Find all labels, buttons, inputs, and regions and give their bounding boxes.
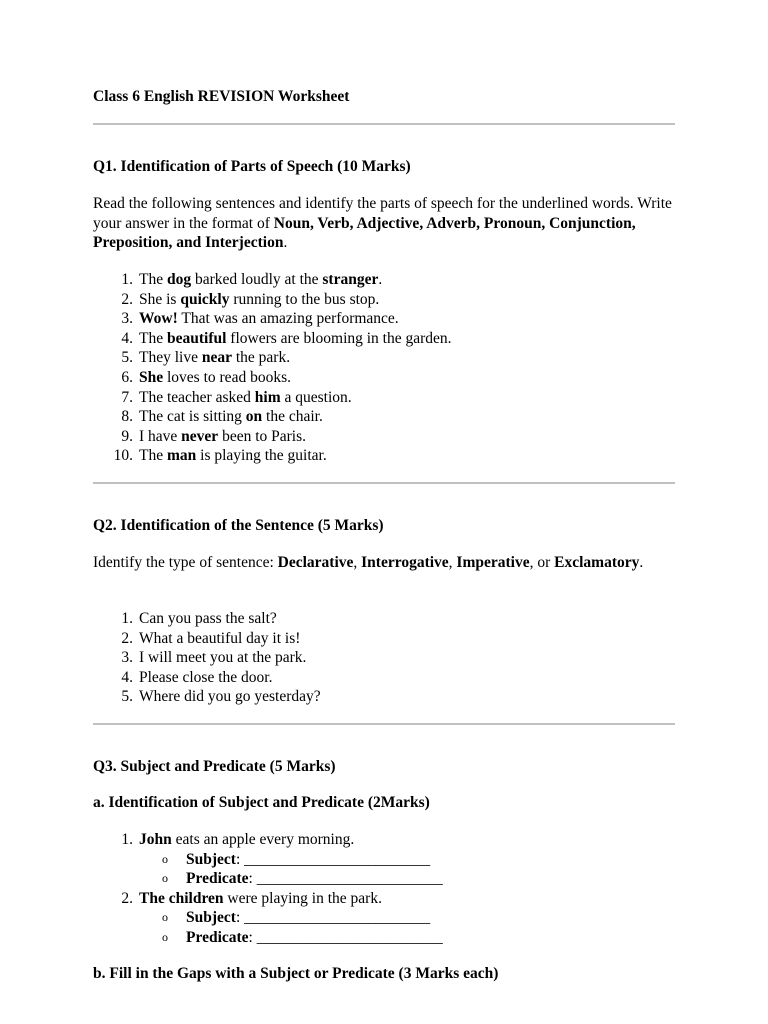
q1-instruction-end: . (283, 234, 288, 251)
item-bold: John (139, 831, 172, 848)
list-item (93, 446, 675, 466)
q1-instruction (93, 194, 675, 253)
item-number: 4. (121, 668, 133, 686)
list-item (93, 889, 675, 909)
item-text: The (139, 329, 167, 347)
worksheet-title: Class 6 English REVISION Worksheet (93, 88, 350, 105)
item-text: a question. (280, 388, 352, 406)
item-number: 2. (121, 290, 133, 308)
list-item (93, 427, 675, 447)
answer-blank: : ________________________ (235, 850, 431, 868)
item-text: That was an amazing performance. (177, 310, 399, 328)
item-text: were playing in the park. (223, 889, 382, 907)
list-item (93, 648, 675, 668)
item-text: The cat is sitting (139, 408, 246, 426)
item-number: 8. (121, 408, 133, 426)
item-number: 6. (121, 368, 133, 386)
answer-blank: : ________________________ (248, 870, 443, 888)
item-text: The (139, 447, 167, 465)
list-item (93, 270, 675, 290)
item-bold: beautiful (166, 329, 227, 347)
q1-heading: Q1. Identification of Parts of Speech (10 Marks) (93, 158, 411, 175)
list-item (93, 629, 675, 649)
item-number: 7. (121, 388, 133, 406)
divider (93, 123, 675, 125)
sub-list-container (93, 850, 675, 889)
item-text: eats an apple every morning. (171, 831, 355, 848)
item-number: 1. (121, 831, 133, 848)
q1-instruction-text: Read the following sentences and identify the parts of speech for the underlined words. Write your answer in the format of (93, 195, 672, 232)
item-text: loves to read books. (163, 368, 291, 386)
sentence-type: Imperative (456, 554, 530, 571)
item-number: 5. (121, 688, 133, 706)
list-item (93, 830, 675, 850)
item-text: been to Paris. (218, 427, 307, 445)
item-text: Where did you go yesterday? (139, 688, 321, 706)
item-text: I will meet you at the park. (139, 649, 307, 667)
bullet-icon: o (162, 871, 168, 886)
item-bold: She (139, 368, 164, 386)
item-bold: Wow! (139, 310, 178, 328)
sentence-type: Exclamatory (554, 554, 640, 571)
item-number: 3. (121, 310, 133, 328)
sub-list (93, 908, 675, 947)
item-text: barked loudly at the (191, 271, 323, 288)
divider (93, 723, 675, 725)
item-bold: stranger (322, 271, 379, 288)
predicate-label: Predicate (186, 870, 249, 888)
subject-line (93, 908, 675, 928)
item-text: She is (139, 290, 181, 308)
item-text: What a beautiful day it is! (139, 629, 301, 647)
item-text: They live (139, 349, 202, 367)
answer-blank: : ________________________ (235, 909, 431, 927)
subject-line (93, 850, 675, 870)
item-text: the park. (231, 349, 291, 367)
item-text: Can you pass the salt? (139, 610, 277, 627)
list-item (93, 329, 675, 349)
separator: , (353, 554, 362, 571)
q2-list (93, 609, 675, 707)
bullet-icon: o (162, 910, 168, 925)
item-text: flowers are blooming in the garden. (226, 329, 452, 347)
q2-instruction (93, 553, 675, 573)
item-bold: The children (139, 889, 224, 907)
sub-list-container (93, 908, 675, 947)
item-number: 4. (121, 329, 133, 347)
list-item (93, 309, 675, 329)
item-bold: never (181, 427, 219, 445)
item-bold: him (254, 388, 281, 406)
item-text: . (378, 271, 383, 288)
item-number: 1. (121, 271, 133, 288)
item-text: the chair. (262, 408, 323, 426)
item-bold: near (201, 349, 232, 367)
answer-blank: : ________________________ (248, 928, 443, 946)
predicate-line (93, 928, 675, 948)
item-text: The (139, 271, 167, 288)
sentence-type: Declarative (277, 554, 354, 571)
item-number: 9. (121, 427, 133, 445)
q3-list (93, 830, 675, 948)
item-number: 2. (121, 889, 133, 907)
item-bold: man (166, 447, 197, 465)
item-number: 3. (121, 649, 133, 667)
list-item (93, 388, 675, 408)
separator: . (639, 554, 644, 571)
q3-heading: Q3. Subject and Predicate (5 Marks) (93, 758, 336, 775)
q3-subheading-b: b. Fill in the Gaps with a Subject or Predicate (3 Marks each) (93, 965, 499, 982)
subject-label: Subject (186, 909, 236, 927)
list-item (93, 668, 675, 688)
item-number: 5. (121, 349, 133, 367)
item-number: 2. (121, 629, 133, 647)
list-item (93, 290, 675, 310)
item-text: Please close the door. (139, 668, 273, 686)
predicate-label: Predicate (186, 928, 249, 946)
list-item (93, 609, 675, 629)
predicate-line (93, 869, 675, 889)
item-number: 1. (121, 610, 133, 627)
separator: , or (529, 554, 555, 571)
list-item (93, 368, 675, 388)
item-text: The teacher asked (139, 388, 255, 406)
subject-label: Subject (186, 850, 236, 868)
separator: , (448, 554, 457, 571)
list-item (93, 687, 675, 707)
item-bold: quickly (180, 290, 230, 308)
q2-heading: Q2. Identification of the Sentence (5 Marks) (93, 517, 384, 534)
sub-list (93, 850, 675, 889)
item-bold: on (245, 408, 263, 426)
q1-parts-list: Noun, Verb, Adjective, Adverb, Pronoun, Conjunction, Preposition, and Interjection (93, 214, 636, 251)
item-bold: dog (166, 271, 192, 288)
item-number: 10. (113, 447, 133, 465)
item-text: I have (139, 427, 182, 445)
sentence-type: Interrogative (361, 554, 449, 571)
q2-instruction-text: Identify the type of sentence: (93, 554, 278, 571)
item-text: running to the bus stop. (229, 290, 380, 308)
q3-subheading-a: a. Identification of Subject and Predicate (2Marks) (93, 794, 430, 811)
bullet-icon: o (162, 851, 168, 866)
q1-list (93, 270, 675, 466)
item-text: is playing the guitar. (196, 447, 327, 465)
bullet-icon: o (162, 929, 168, 944)
list-item (93, 348, 675, 368)
divider (93, 482, 675, 484)
list-item (93, 407, 675, 427)
